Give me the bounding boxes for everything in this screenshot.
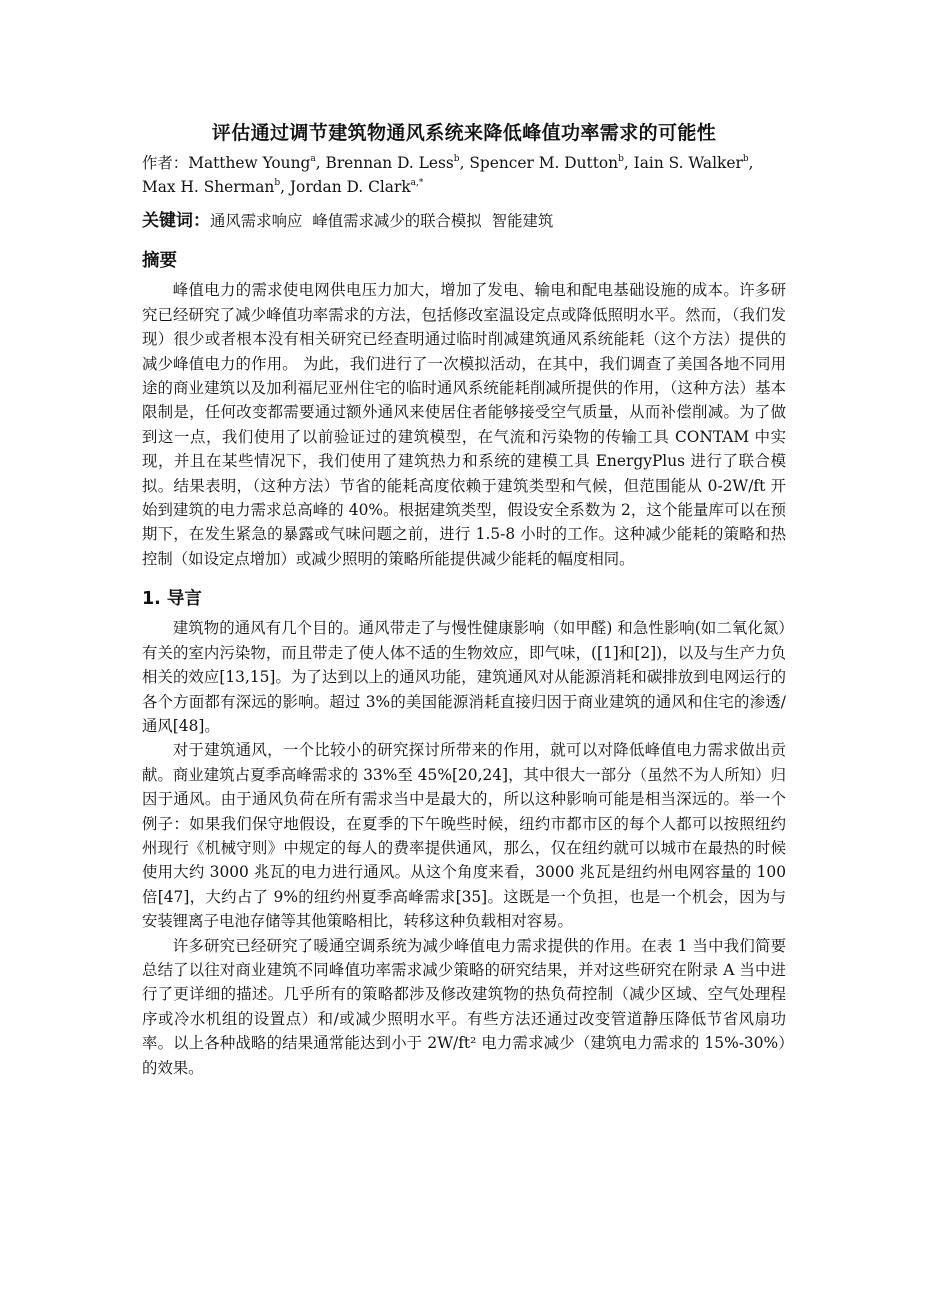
keyword: 智能建筑 [491, 212, 554, 230]
intro-paragraph-1: 建筑物的通风有几个目的。通风带走了与慢性健康影响（如甲醛) 和急性影响(如二氧化氮）有关的室内污染物，而且带走了使人体不适的生物效应，即气味，([1]和[2])，以及与生产力负相关的效应[13,15]。为了达到以上的通风功能，建筑通风对从能源消耗和碳排放到电网运行的各个方面都有深远的影响。超过 3%的美国能源消耗直接归因于商业建筑的通风和住宅的渗透/通风[48]。 [142, 619, 786, 735]
keywords-line [142, 209, 786, 233]
author: Brennan D. Less$^b$, [325, 154, 470, 172]
intro-paragraph-2: 对于建筑通风，一个比较小的研究探讨所带来的作用，就可以对降低峰值电力需求做出贡献。商业建筑占夏季高峰需求的 33%至 45%[20,24]，其中很大一部分（虽然不为人所知）归因于通风。由于通风负荷在所有需求当中是最大的，所以这种影响可能是相当深远的。举一个例子：如果我们保守地假设，在夏季的下午晚些时候，纽约市都市区的每个人都可以按照纽约州现行《机械守则》中规定的每人的费率提供通风，那么，仅在纽约就可以城市在最热的时候使用大约 3000 兆瓦的电力进行通风。从这个角度来看，3000 兆瓦是纽约州电网容量的 100 倍[47]，大约占了 9%的纽约州夏季高峰需求[35]。这既是一个负担，也是一个机会，因为与安装锂离子电池存储等其他策略相比，转移这种负载相对容易。 [142, 741, 786, 931]
author: Max H. Sherman$^b$, [142, 178, 290, 196]
author: Iain S. Walker$^b$, [633, 154, 754, 172]
abstract-paragraph: 峰值电力的需求使电网供电压力加大，增加了发电、输电和配电基础设施的成本。许多研究已经研究了减少峰值功率需求的方法，包括修改室温设定点或降低照明水平。然而，（我们发现）很少或者根本没有相关研究已经查明通过临时削减建筑通风系统能耗（这个方法）提供的减少峰值电力的作用。 为此，我们进行了一次模拟活动，在其中，我们调查了美国各地不同用途的商业建筑以及加利福尼亚州住宅的临时通风系统能耗削减所提供的作用，（这种方法）基本限制是，任何改变都需要通过额外通风来使居住者能够接受空气质量，从而补偿削减。为了做到这一点，我们使用了以前验证过的建筑模型，在气流和污染物的传输工具 CONTAM 中实现，并且在某些情况下，我们使用了建筑热力和系统的建模工具 EnergyPlus 进行了联合模拟。结果表明，（这种方法）节省的能耗高度依赖于建筑类型和气候，但范围能从 0-2W/ft 开始到建筑的电力需求总高峰的 40%。根据建筑类型，假设安全系数为 2，这个能量库可以在预期下，在发生紧急的暴露或气味问题之前，进行 1.5-8 小时的工作。这种减少能耗的策略和热控制（如设定点增加）或减少照明的策略所能提供减少能耗的幅度相同。 [142, 281, 786, 568]
author: Jordan D. Clark$^{a,*}$ [289, 178, 424, 196]
abstract-heading: 摘要 [142, 251, 177, 272]
authors-prefix: 作者： [142, 154, 189, 172]
author: Spencer M. Dutton$^b$, [469, 154, 634, 172]
keyword: 通风需求响应 [210, 212, 303, 230]
author-list [142, 151, 786, 199]
intro-heading: 1. 导言 [142, 589, 202, 610]
paper-page [142, 118, 786, 1080]
keyword: 峰值需求减少的联合模拟 [312, 212, 482, 230]
keywords-label: 关键词： [142, 211, 210, 231]
paper-title: 评估通过调节建筑物通风系统来降低峰值功率需求的可能性 [211, 122, 717, 144]
intro-paragraph-3: 许多研究已经研究了暖通空调系统为减少峰值电力需求提供的作用。在表 1 当中我们简要总结了以往对商业建筑不同峰值功率需求减少策略的研究结果，并对这些研究在附录 A 当中进行了更详细的描述。几乎所有的策略都涉及修改建筑物的热负荷控制（减少区域、空气处理程序或冷水机组的设置点）和/或减少照明水平。有些方法还通过改变管道静压降低节省风扇功率。以上各种战略的结果通常能达到小于 2W/ft² 电力需求减少（建筑电力需求的 15%-30%）的效果。 [142, 936, 786, 1077]
author: Matthew Young$^a$, [188, 154, 326, 172]
